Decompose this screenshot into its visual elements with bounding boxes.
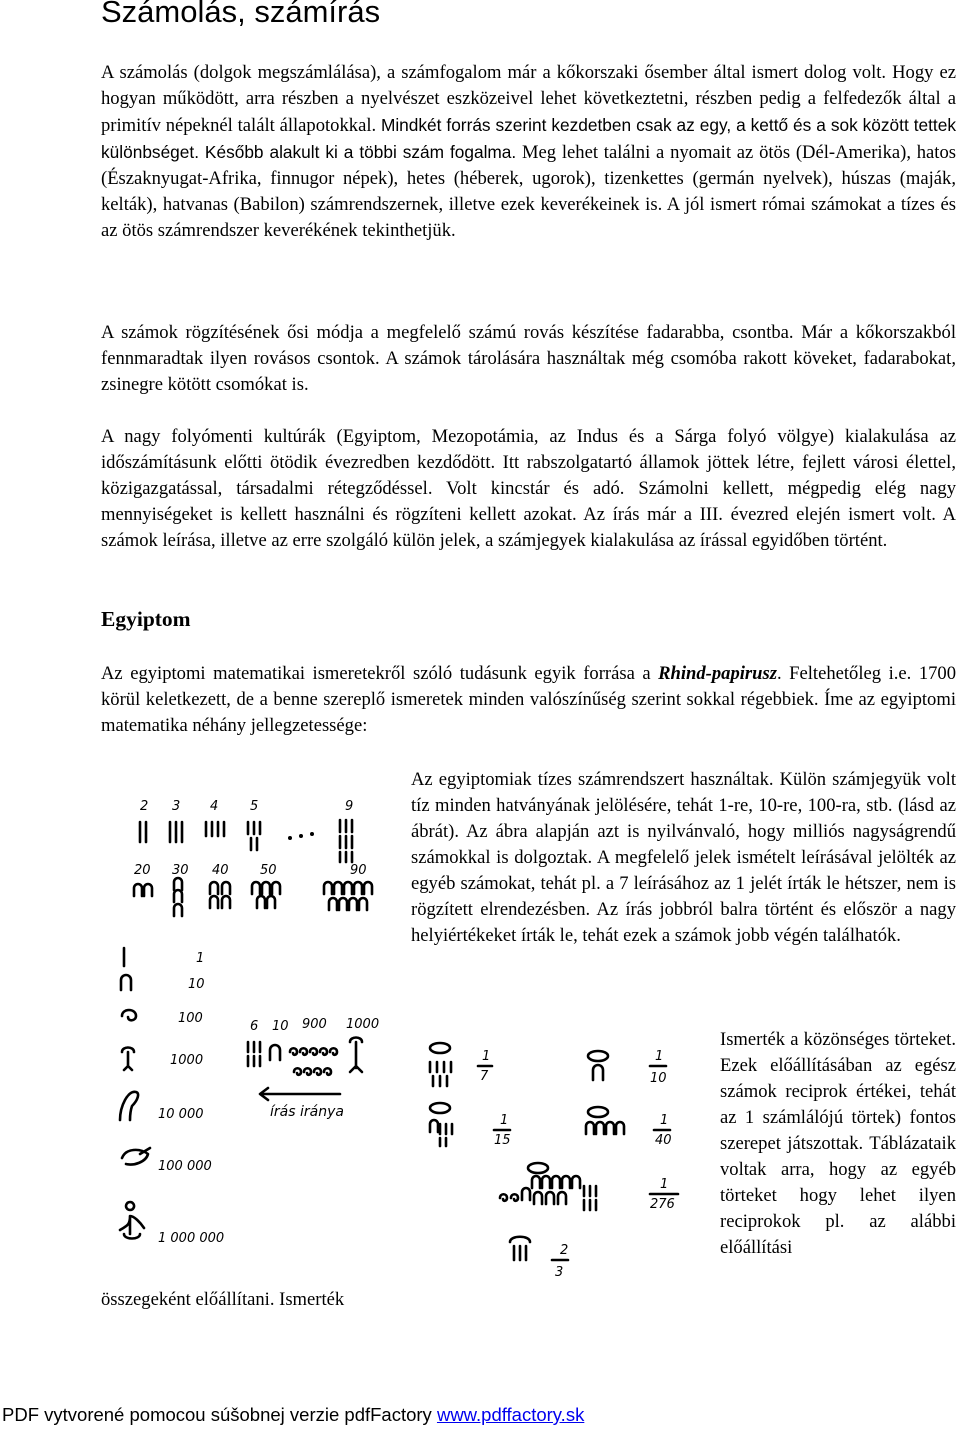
fraction-num-1-15: 1 xyxy=(500,1113,509,1128)
direction-label: írás iránya xyxy=(270,1104,344,1120)
paragraph-continuation: összegeként előállítani. Ismerték xyxy=(101,1289,345,1310)
paragraph-decimal-system: Az egyiptomiak tízes számrendszert használtak. Külön számjegyük volt tíz minden hatványának jelölésére, tehát 1-re, 10-re, 100-ra, stb. (lásd az ábrát). Az ábra alapján azt is nyilvánvaló, hogy milliós nagyságrendű számokkal is dolgoztak. A megfelelő jelek ismételt leírásával jelölték az egyéb számokat, tehát pl. a 7 leírásához az 1 jelét írták le hétszer, nem is rögzített elrendezésben. Az írás jobbról balra történt és először a nagy helyiértékeket írták le, tehát ezek a számok jobb végén találhatók. xyxy=(411,769,956,946)
numeral-label-90: 90 xyxy=(350,863,367,878)
power-label-1000000: 1 000 000 xyxy=(158,1231,225,1246)
numeral-label-20: 20 xyxy=(134,863,151,878)
fraction-glyph-2-3 xyxy=(510,1237,530,1260)
power-label-1: 1 xyxy=(196,951,205,966)
footer-link[interactable]: www.pdffactory.sk xyxy=(436,1404,585,1425)
section-heading: Egyiptom xyxy=(101,607,191,631)
fraction-num-2-3: 2 xyxy=(560,1243,569,1258)
numeral-label-30: 30 xyxy=(172,863,189,878)
page-title: Számolás, számírás xyxy=(101,0,381,29)
finger-glyph-10000 xyxy=(120,1092,138,1120)
rhind-text-after: . Feltehetőleg i.e. 1700 körül keletkezett, de a benne szereplő ismeretek minden valószínűség szerint sokkal régebbiek. Íme az egyiptomi matematika néhány jellegzetessége: xyxy=(101,663,957,736)
fraction-glyph-1-40 xyxy=(586,1107,624,1134)
example-number-glyphs xyxy=(248,1038,362,1075)
fraction-den-1-7: 7 xyxy=(480,1069,489,1084)
power-label-10: 10 xyxy=(188,977,205,992)
power-label-10000: 10 000 xyxy=(158,1107,204,1122)
paragraph-intro xyxy=(101,60,956,244)
paragraph-rhind xyxy=(101,661,956,739)
example-label-1000: 1000 xyxy=(346,1017,380,1032)
fraction-num-1-40: 1 xyxy=(660,1113,669,1128)
fraction-den-1-40: 40 xyxy=(655,1133,672,1148)
power-label-1000: 1000 xyxy=(170,1053,204,1068)
example-label-900: 900 xyxy=(302,1017,327,1032)
power-label-100: 100 xyxy=(178,1011,203,1026)
fraction-den-1-276: 276 xyxy=(650,1197,675,1212)
fraction-den-1-10: 10 xyxy=(650,1071,667,1086)
egyptian-fractions-figure xyxy=(410,1028,715,1288)
paragraph-intro-part1: A számolás (dolgok megszámlálása), a számfogalom már a kőkorszaki ősember által ismert dolog volt. Hogy ez hogyan működött, arra részben a nyelvészet eszközeivel lehet következtetni, részben pedig a felfedezők által a primitív népeknél talált állapotokkal. xyxy=(101,62,956,136)
pdf-footer xyxy=(2,1404,584,1426)
fraction-glyph-1-276 xyxy=(500,1163,596,1210)
tens-numerals-row xyxy=(134,878,372,916)
ellipsis-dots xyxy=(288,832,314,840)
fraction-glyph-1-10 xyxy=(588,1051,608,1080)
rhind-text-before: Az egyiptomi matematikai ismeretekről szóló tudásunk egyik forrása a xyxy=(101,663,659,684)
egyptian-numerals-figure xyxy=(100,790,400,1280)
fraction-num-1-7: 1 xyxy=(482,1049,491,1064)
writing-direction-arrow xyxy=(260,1088,340,1100)
numeral-label-3: 3 xyxy=(172,799,181,814)
numeral-label-5: 5 xyxy=(250,799,259,814)
paragraph-intro-part3: Meg lehet találni a nyomait az ötös (Dél-Amerika), hatos (Északnyugat-Afrika, finnugor népek), hetes (héberek, ugorok), tizenkettes (germán nyelvek), húszas (maják, kelták), hatvanas (Babilon) számrendszernek, illetve ezek keverékeinek is. A jól ismert római számokat a tízes és az ötös számrendszer keverékének tekinthetjük. xyxy=(101,142,956,241)
tadpole-glyph-100000 xyxy=(122,1148,150,1165)
coil-glyph-100 xyxy=(122,1010,136,1020)
numeral-label-50: 50 xyxy=(260,863,277,878)
footer-text: PDF vytvorené pomocou súšobnej verzie pdfFactory xyxy=(2,1404,437,1425)
fraction-num-1-276: 1 xyxy=(660,1177,669,1192)
paragraph-intro-part2: Mindkét forrás szerint kezdetben csak az egy, a kettő és a sok között tettek különbséget. Később alakult ki a többi szám fogalma. xyxy=(101,115,956,162)
stroke-numerals-row xyxy=(140,820,352,862)
fraction-glyph-1-7 xyxy=(430,1043,451,1086)
paragraph-fractions: Ismerték a közönséges törteket. Ezek előállításában az egész számok reciprok értékei, tehát az 1 számlálójú törtek) fontos szerepet játszottak. Táblázataik voltak arra, hogy az egyéb törteket hogy lehet ilyen reciprokok pl. az alábbi előállítási xyxy=(720,1029,956,1258)
example-label-10: 10 xyxy=(272,1019,289,1034)
fraction-den-2-3: 3 xyxy=(555,1265,564,1280)
numeral-label-4: 4 xyxy=(210,799,219,814)
fraction-den-1-15: 15 xyxy=(494,1133,511,1148)
numeral-label-40: 40 xyxy=(212,863,229,878)
example-label-6: 6 xyxy=(250,1019,259,1034)
fraction-glyph-1-15 xyxy=(430,1103,452,1146)
numeral-label-9: 9 xyxy=(345,799,354,814)
fraction-num-1-10: 1 xyxy=(655,1049,664,1064)
numeral-label-2: 2 xyxy=(140,799,149,814)
power-label-100000: 100 000 xyxy=(158,1159,212,1174)
heel-bone-glyph-10 xyxy=(121,975,131,990)
lotus-glyph-1000 xyxy=(122,1048,134,1071)
rhind-papyrus-name: Rhind-papirusz xyxy=(658,663,777,684)
god-glyph-1000000 xyxy=(120,1202,144,1238)
paragraph-rovas: A számok rögzítésének ősi módja a megfelelő számú rovás készítése fadarabba, csontba. Már a kőkorszakból fennmaradtak ilyen rovásos csontok. A számok tárolására használtak még csomóba rakott köveket, fadarabokat, zsinegre kötött csomókat is. xyxy=(101,322,956,395)
paragraph-rivers: A nagy folyómenti kultúrák (Egyiptom, Mezopotámia, az Indus és a Sárga folyó völgye) kialakulása az időszámításunk előtti ötödik évezredben kezdődött. Itt rabszolgatartó államok jöttek létre, fejlett városi élettel, közigazgatással, társadalmi rétegződéssel. Volt kincstár és adó. Számolni kellett, mégpedig elég nagy mennyiségeket is kellett használni és rögzíteni kellett azokat. Az írás már a III. évezred elején ismert volt. A számok leírása, illetve az erre szolgáló külön jelek, a számjegyek kialakulása az írással egyidőben történt. xyxy=(101,426,956,551)
